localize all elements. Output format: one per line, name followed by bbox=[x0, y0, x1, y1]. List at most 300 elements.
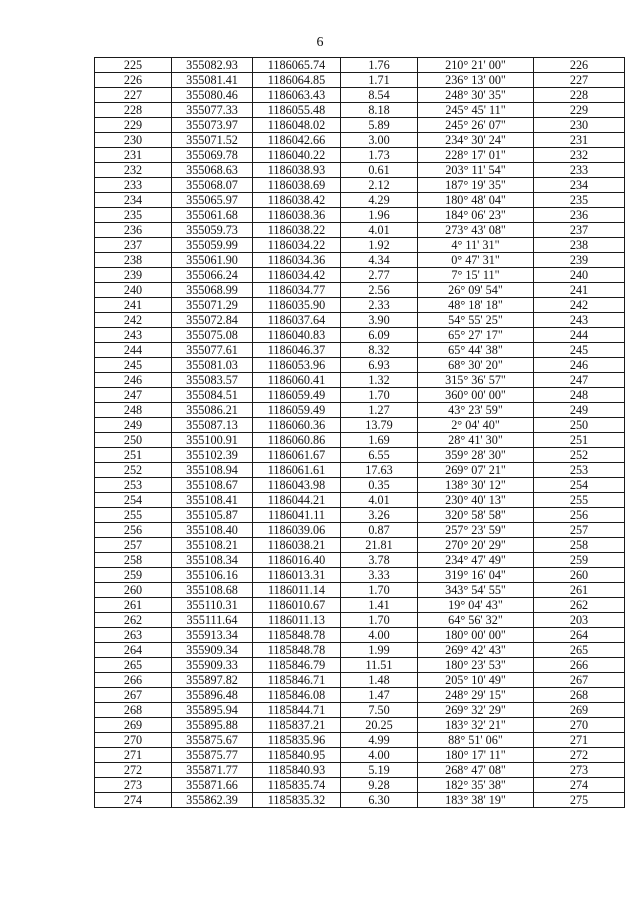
next-point-number-cell: 258 bbox=[534, 538, 625, 553]
table-row bbox=[95, 223, 625, 238]
y-coordinate-cell: 1185835.32 bbox=[253, 793, 341, 808]
point-number-cell: 225 bbox=[95, 58, 172, 73]
coordinates-table bbox=[94, 57, 625, 808]
distance-cell: 3.00 bbox=[341, 133, 418, 148]
table-row bbox=[95, 628, 625, 643]
distance-cell: 8.18 bbox=[341, 103, 418, 118]
x-coordinate-cell: 355081.03 bbox=[172, 358, 253, 373]
distance-cell: 4.00 bbox=[341, 748, 418, 763]
next-point-number-cell: 257 bbox=[534, 523, 625, 538]
y-coordinate-cell: 1186013.31 bbox=[253, 568, 341, 583]
point-number-cell: 227 bbox=[95, 88, 172, 103]
y-coordinate-cell: 1186040.22 bbox=[253, 148, 341, 163]
point-number-cell: 266 bbox=[95, 673, 172, 688]
distance-cell: 7.50 bbox=[341, 703, 418, 718]
distance-cell: 1.99 bbox=[341, 643, 418, 658]
table-row bbox=[95, 358, 625, 373]
y-coordinate-cell: 1186016.40 bbox=[253, 553, 341, 568]
next-point-number-cell: 227 bbox=[534, 73, 625, 88]
x-coordinate-cell: 355108.68 bbox=[172, 583, 253, 598]
next-point-number-cell: 269 bbox=[534, 703, 625, 718]
next-point-number-cell: 244 bbox=[534, 328, 625, 343]
distance-cell: 3.90 bbox=[341, 313, 418, 328]
point-number-cell: 247 bbox=[95, 388, 172, 403]
direction-angle-cell: 359° 28' 30" bbox=[418, 448, 534, 463]
table-row bbox=[95, 73, 625, 88]
x-coordinate-cell: 355108.41 bbox=[172, 493, 253, 508]
table-row bbox=[95, 238, 625, 253]
next-point-number-cell: 229 bbox=[534, 103, 625, 118]
distance-cell: 1.71 bbox=[341, 73, 418, 88]
table-row bbox=[95, 448, 625, 463]
next-point-number-cell: 274 bbox=[534, 778, 625, 793]
y-coordinate-cell: 1186010.67 bbox=[253, 598, 341, 613]
direction-angle-cell: 234° 30' 24" bbox=[418, 133, 534, 148]
table-row bbox=[95, 643, 625, 658]
direction-angle-cell: 269° 07' 21" bbox=[418, 463, 534, 478]
direction-angle-cell: 180° 17' 11" bbox=[418, 748, 534, 763]
x-coordinate-cell: 355897.82 bbox=[172, 673, 253, 688]
next-point-number-cell: 242 bbox=[534, 298, 625, 313]
x-coordinate-cell: 355072.84 bbox=[172, 313, 253, 328]
y-coordinate-cell: 1185848.78 bbox=[253, 628, 341, 643]
point-number-cell: 245 bbox=[95, 358, 172, 373]
x-coordinate-cell: 355909.33 bbox=[172, 658, 253, 673]
direction-angle-cell: 26° 09' 54" bbox=[418, 283, 534, 298]
table-row bbox=[95, 58, 625, 73]
distance-cell: 1.47 bbox=[341, 688, 418, 703]
x-coordinate-cell: 355061.68 bbox=[172, 208, 253, 223]
table-row bbox=[95, 148, 625, 163]
point-number-cell: 242 bbox=[95, 313, 172, 328]
distance-cell: 1.70 bbox=[341, 583, 418, 598]
next-point-number-cell: 240 bbox=[534, 268, 625, 283]
point-number-cell: 229 bbox=[95, 118, 172, 133]
distance-cell: 6.30 bbox=[341, 793, 418, 808]
distance-cell: 4.01 bbox=[341, 223, 418, 238]
table-row bbox=[95, 298, 625, 313]
table-row bbox=[95, 163, 625, 178]
next-point-number-cell: 231 bbox=[534, 133, 625, 148]
next-point-number-cell: 241 bbox=[534, 283, 625, 298]
x-coordinate-cell: 355100.91 bbox=[172, 433, 253, 448]
x-coordinate-cell: 355102.39 bbox=[172, 448, 253, 463]
x-coordinate-cell: 355871.77 bbox=[172, 763, 253, 778]
distance-cell: 1.48 bbox=[341, 673, 418, 688]
table-row bbox=[95, 748, 625, 763]
direction-angle-cell: 319° 16' 04" bbox=[418, 568, 534, 583]
table-row bbox=[95, 208, 625, 223]
point-number-cell: 267 bbox=[95, 688, 172, 703]
direction-angle-cell: 48° 18' 18" bbox=[418, 298, 534, 313]
table-row bbox=[95, 493, 625, 508]
x-coordinate-cell: 355061.90 bbox=[172, 253, 253, 268]
y-coordinate-cell: 1186048.02 bbox=[253, 118, 341, 133]
point-number-cell: 249 bbox=[95, 418, 172, 433]
next-point-number-cell: 262 bbox=[534, 598, 625, 613]
direction-angle-cell: 269° 32' 29" bbox=[418, 703, 534, 718]
y-coordinate-cell: 1186035.90 bbox=[253, 298, 341, 313]
point-number-cell: 252 bbox=[95, 463, 172, 478]
y-coordinate-cell: 1186053.96 bbox=[253, 358, 341, 373]
y-coordinate-cell: 1186060.36 bbox=[253, 418, 341, 433]
next-point-number-cell: 273 bbox=[534, 763, 625, 778]
table-row bbox=[95, 538, 625, 553]
y-coordinate-cell: 1186038.36 bbox=[253, 208, 341, 223]
table-row bbox=[95, 133, 625, 148]
x-coordinate-cell: 355875.67 bbox=[172, 733, 253, 748]
distance-cell: 11.51 bbox=[341, 658, 418, 673]
x-coordinate-cell: 355895.88 bbox=[172, 718, 253, 733]
direction-angle-cell: 19° 04' 43" bbox=[418, 598, 534, 613]
y-coordinate-cell: 1185840.95 bbox=[253, 748, 341, 763]
point-number-cell: 258 bbox=[95, 553, 172, 568]
direction-angle-cell: 343° 54' 55" bbox=[418, 583, 534, 598]
y-coordinate-cell: 1185837.21 bbox=[253, 718, 341, 733]
point-number-cell: 244 bbox=[95, 343, 172, 358]
y-coordinate-cell: 1186038.21 bbox=[253, 538, 341, 553]
page-number: 6 bbox=[316, 35, 324, 50]
distance-cell: 4.01 bbox=[341, 493, 418, 508]
y-coordinate-cell: 1186060.41 bbox=[253, 373, 341, 388]
table-row bbox=[95, 763, 625, 778]
table-row bbox=[95, 583, 625, 598]
distance-cell: 1.70 bbox=[341, 613, 418, 628]
y-coordinate-cell: 1185846.08 bbox=[253, 688, 341, 703]
point-number-cell: 271 bbox=[95, 748, 172, 763]
direction-angle-cell: 138° 30' 12" bbox=[418, 478, 534, 493]
distance-cell: 6.93 bbox=[341, 358, 418, 373]
table-row bbox=[95, 343, 625, 358]
next-point-number-cell: 275 bbox=[534, 793, 625, 808]
y-coordinate-cell: 1186034.36 bbox=[253, 253, 341, 268]
direction-angle-cell: 245° 45' 11" bbox=[418, 103, 534, 118]
direction-angle-cell: 230° 40' 13" bbox=[418, 493, 534, 508]
next-point-number-cell: 261 bbox=[534, 583, 625, 598]
x-coordinate-cell: 355084.51 bbox=[172, 388, 253, 403]
point-number-cell: 235 bbox=[95, 208, 172, 223]
table-row bbox=[95, 778, 625, 793]
table-row bbox=[95, 403, 625, 418]
direction-angle-cell: 203° 11' 54" bbox=[418, 163, 534, 178]
x-coordinate-cell: 355065.97 bbox=[172, 193, 253, 208]
table-row bbox=[95, 418, 625, 433]
direction-angle-cell: 236° 13' 00" bbox=[418, 73, 534, 88]
direction-angle-cell: 54° 55' 25" bbox=[418, 313, 534, 328]
x-coordinate-cell: 355059.73 bbox=[172, 223, 253, 238]
table-row bbox=[95, 793, 625, 808]
table-row bbox=[95, 88, 625, 103]
direction-angle-cell: 182° 35' 38" bbox=[418, 778, 534, 793]
point-number-cell: 233 bbox=[95, 178, 172, 193]
x-coordinate-cell: 355087.13 bbox=[172, 418, 253, 433]
distance-cell: 2.12 bbox=[341, 178, 418, 193]
direction-angle-cell: 4° 11' 31" bbox=[418, 238, 534, 253]
direction-angle-cell: 270° 20' 29" bbox=[418, 538, 534, 553]
next-point-number-cell: 246 bbox=[534, 358, 625, 373]
next-point-number-cell: 252 bbox=[534, 448, 625, 463]
direction-angle-cell: 187° 19' 35" bbox=[418, 178, 534, 193]
next-point-number-cell: 271 bbox=[534, 733, 625, 748]
distance-cell: 1.32 bbox=[341, 373, 418, 388]
table-row bbox=[95, 103, 625, 118]
point-number-cell: 264 bbox=[95, 643, 172, 658]
next-point-number-cell: 256 bbox=[534, 508, 625, 523]
y-coordinate-cell: 1186042.66 bbox=[253, 133, 341, 148]
point-number-cell: 253 bbox=[95, 478, 172, 493]
table-row bbox=[95, 388, 625, 403]
distance-cell: 3.78 bbox=[341, 553, 418, 568]
next-point-number-cell: 228 bbox=[534, 88, 625, 103]
point-number-cell: 234 bbox=[95, 193, 172, 208]
table-row bbox=[95, 328, 625, 343]
direction-angle-cell: 7° 15' 11" bbox=[418, 268, 534, 283]
point-number-cell: 270 bbox=[95, 733, 172, 748]
next-point-number-cell: 266 bbox=[534, 658, 625, 673]
y-coordinate-cell: 1186011.14 bbox=[253, 583, 341, 598]
next-point-number-cell: 245 bbox=[534, 343, 625, 358]
y-coordinate-cell: 1186063.43 bbox=[253, 88, 341, 103]
next-point-number-cell: 265 bbox=[534, 643, 625, 658]
y-coordinate-cell: 1186034.22 bbox=[253, 238, 341, 253]
point-number-cell: 259 bbox=[95, 568, 172, 583]
point-number-cell: 262 bbox=[95, 613, 172, 628]
table-row bbox=[95, 568, 625, 583]
point-number-cell: 257 bbox=[95, 538, 172, 553]
direction-angle-cell: 180° 23' 53" bbox=[418, 658, 534, 673]
distance-cell: 1.76 bbox=[341, 58, 418, 73]
distance-cell: 4.29 bbox=[341, 193, 418, 208]
distance-cell: 8.32 bbox=[341, 343, 418, 358]
distance-cell: 1.69 bbox=[341, 433, 418, 448]
distance-cell: 1.96 bbox=[341, 208, 418, 223]
point-number-cell: 260 bbox=[95, 583, 172, 598]
next-point-number-cell: 238 bbox=[534, 238, 625, 253]
y-coordinate-cell: 1186034.77 bbox=[253, 283, 341, 298]
x-coordinate-cell: 355108.67 bbox=[172, 478, 253, 493]
point-number-cell: 269 bbox=[95, 718, 172, 733]
table-row bbox=[95, 613, 625, 628]
y-coordinate-cell: 1186065.74 bbox=[253, 58, 341, 73]
point-number-cell: 241 bbox=[95, 298, 172, 313]
point-number-cell: 250 bbox=[95, 433, 172, 448]
x-coordinate-cell: 355071.29 bbox=[172, 298, 253, 313]
x-coordinate-cell: 355081.41 bbox=[172, 73, 253, 88]
y-coordinate-cell: 1185848.78 bbox=[253, 643, 341, 658]
x-coordinate-cell: 355086.21 bbox=[172, 403, 253, 418]
next-point-number-cell: 230 bbox=[534, 118, 625, 133]
distance-cell: 5.89 bbox=[341, 118, 418, 133]
direction-angle-cell: 65° 27' 17" bbox=[418, 328, 534, 343]
y-coordinate-cell: 1186043.98 bbox=[253, 478, 341, 493]
distance-cell: 6.55 bbox=[341, 448, 418, 463]
x-coordinate-cell: 355082.93 bbox=[172, 58, 253, 73]
distance-cell: 6.09 bbox=[341, 328, 418, 343]
distance-cell: 20.25 bbox=[341, 718, 418, 733]
point-number-cell: 254 bbox=[95, 493, 172, 508]
table-row bbox=[95, 553, 625, 568]
direction-angle-cell: 268° 47' 08" bbox=[418, 763, 534, 778]
next-point-number-cell: 250 bbox=[534, 418, 625, 433]
point-number-cell: 268 bbox=[95, 703, 172, 718]
distance-cell: 9.28 bbox=[341, 778, 418, 793]
x-coordinate-cell: 355895.94 bbox=[172, 703, 253, 718]
x-coordinate-cell: 355077.33 bbox=[172, 103, 253, 118]
distance-cell: 1.70 bbox=[341, 388, 418, 403]
distance-cell: 4.99 bbox=[341, 733, 418, 748]
next-point-number-cell: 264 bbox=[534, 628, 625, 643]
x-coordinate-cell: 355862.39 bbox=[172, 793, 253, 808]
point-number-cell: 238 bbox=[95, 253, 172, 268]
table-row bbox=[95, 433, 625, 448]
x-coordinate-cell: 355871.66 bbox=[172, 778, 253, 793]
distance-cell: 21.81 bbox=[341, 538, 418, 553]
direction-angle-cell: 360° 00' 00" bbox=[418, 388, 534, 403]
y-coordinate-cell: 1186046.37 bbox=[253, 343, 341, 358]
y-coordinate-cell: 1186059.49 bbox=[253, 403, 341, 418]
distance-cell: 2.77 bbox=[341, 268, 418, 283]
x-coordinate-cell: 355069.78 bbox=[172, 148, 253, 163]
next-point-number-cell: 243 bbox=[534, 313, 625, 328]
y-coordinate-cell: 1186061.67 bbox=[253, 448, 341, 463]
x-coordinate-cell: 355077.61 bbox=[172, 343, 253, 358]
x-coordinate-cell: 355108.94 bbox=[172, 463, 253, 478]
direction-angle-cell: 68° 30' 20" bbox=[418, 358, 534, 373]
next-point-number-cell: 235 bbox=[534, 193, 625, 208]
point-number-cell: 261 bbox=[95, 598, 172, 613]
x-coordinate-cell: 355108.34 bbox=[172, 553, 253, 568]
y-coordinate-cell: 1186038.22 bbox=[253, 223, 341, 238]
x-coordinate-cell: 355075.08 bbox=[172, 328, 253, 343]
x-coordinate-cell: 355896.48 bbox=[172, 688, 253, 703]
y-coordinate-cell: 1186039.06 bbox=[253, 523, 341, 538]
direction-angle-cell: 315° 36' 57" bbox=[418, 373, 534, 388]
next-point-number-cell: 268 bbox=[534, 688, 625, 703]
y-coordinate-cell: 1185840.93 bbox=[253, 763, 341, 778]
x-coordinate-cell: 355073.97 bbox=[172, 118, 253, 133]
next-point-number-cell: 253 bbox=[534, 463, 625, 478]
point-number-cell: 230 bbox=[95, 133, 172, 148]
distance-cell: 3.26 bbox=[341, 508, 418, 523]
direction-angle-cell: 210° 21' 00" bbox=[418, 58, 534, 73]
next-point-number-cell: 272 bbox=[534, 748, 625, 763]
direction-angle-cell: 64° 56' 32" bbox=[418, 613, 534, 628]
x-coordinate-cell: 355080.46 bbox=[172, 88, 253, 103]
y-coordinate-cell: 1185846.79 bbox=[253, 658, 341, 673]
y-coordinate-cell: 1186055.48 bbox=[253, 103, 341, 118]
point-number-cell: 265 bbox=[95, 658, 172, 673]
distance-cell: 5.19 bbox=[341, 763, 418, 778]
direction-angle-cell: 180° 00' 00" bbox=[418, 628, 534, 643]
y-coordinate-cell: 1186064.85 bbox=[253, 73, 341, 88]
x-coordinate-cell: 355108.21 bbox=[172, 538, 253, 553]
next-point-number-cell: 203 bbox=[534, 613, 625, 628]
point-number-cell: 239 bbox=[95, 268, 172, 283]
y-coordinate-cell: 1186041.11 bbox=[253, 508, 341, 523]
point-number-cell: 240 bbox=[95, 283, 172, 298]
next-point-number-cell: 247 bbox=[534, 373, 625, 388]
point-number-cell: 231 bbox=[95, 148, 172, 163]
table-row bbox=[95, 733, 625, 748]
point-number-cell: 232 bbox=[95, 163, 172, 178]
table-row bbox=[95, 253, 625, 268]
next-point-number-cell: 249 bbox=[534, 403, 625, 418]
next-point-number-cell: 236 bbox=[534, 208, 625, 223]
next-point-number-cell: 255 bbox=[534, 493, 625, 508]
y-coordinate-cell: 1186060.86 bbox=[253, 433, 341, 448]
next-point-number-cell: 260 bbox=[534, 568, 625, 583]
direction-angle-cell: 205° 10' 49" bbox=[418, 673, 534, 688]
direction-angle-cell: 88° 51' 06" bbox=[418, 733, 534, 748]
y-coordinate-cell: 1186040.83 bbox=[253, 328, 341, 343]
table-row bbox=[95, 118, 625, 133]
x-coordinate-cell: 355909.34 bbox=[172, 643, 253, 658]
y-coordinate-cell: 1185846.71 bbox=[253, 673, 341, 688]
y-coordinate-cell: 1186011.13 bbox=[253, 613, 341, 628]
next-point-number-cell: 233 bbox=[534, 163, 625, 178]
point-number-cell: 248 bbox=[95, 403, 172, 418]
point-number-cell: 246 bbox=[95, 373, 172, 388]
direction-angle-cell: 184° 06' 23" bbox=[418, 208, 534, 223]
table-row bbox=[95, 478, 625, 493]
x-coordinate-cell: 355071.52 bbox=[172, 133, 253, 148]
direction-angle-cell: 65° 44' 38" bbox=[418, 343, 534, 358]
point-number-cell: 256 bbox=[95, 523, 172, 538]
table-row bbox=[95, 673, 625, 688]
direction-angle-cell: 0° 47' 31" bbox=[418, 253, 534, 268]
y-coordinate-cell: 1186034.42 bbox=[253, 268, 341, 283]
x-coordinate-cell: 355106.16 bbox=[172, 568, 253, 583]
distance-cell: 0.87 bbox=[341, 523, 418, 538]
direction-angle-cell: 234° 47' 49" bbox=[418, 553, 534, 568]
table-row bbox=[95, 508, 625, 523]
table-row bbox=[95, 373, 625, 388]
point-number-cell: 226 bbox=[95, 73, 172, 88]
distance-cell: 13.79 bbox=[341, 418, 418, 433]
y-coordinate-cell: 1186038.69 bbox=[253, 178, 341, 193]
point-number-cell: 263 bbox=[95, 628, 172, 643]
direction-angle-cell: 2° 04' 40" bbox=[418, 418, 534, 433]
table-row bbox=[95, 523, 625, 538]
distance-cell: 0.35 bbox=[341, 478, 418, 493]
x-coordinate-cell: 355108.40 bbox=[172, 523, 253, 538]
distance-cell: 0.61 bbox=[341, 163, 418, 178]
next-point-number-cell: 237 bbox=[534, 223, 625, 238]
next-point-number-cell: 234 bbox=[534, 178, 625, 193]
y-coordinate-cell: 1186059.49 bbox=[253, 388, 341, 403]
direction-angle-cell: 43° 23' 59" bbox=[418, 403, 534, 418]
direction-angle-cell: 248° 30' 35" bbox=[418, 88, 534, 103]
table-row bbox=[95, 313, 625, 328]
x-coordinate-cell: 355875.77 bbox=[172, 748, 253, 763]
direction-angle-cell: 269° 42' 43" bbox=[418, 643, 534, 658]
next-point-number-cell: 267 bbox=[534, 673, 625, 688]
distance-cell: 1.27 bbox=[341, 403, 418, 418]
next-point-number-cell: 248 bbox=[534, 388, 625, 403]
x-coordinate-cell: 355110.31 bbox=[172, 598, 253, 613]
point-number-cell: 273 bbox=[95, 778, 172, 793]
point-number-cell: 255 bbox=[95, 508, 172, 523]
point-number-cell: 243 bbox=[95, 328, 172, 343]
y-coordinate-cell: 1186038.42 bbox=[253, 193, 341, 208]
next-point-number-cell: 232 bbox=[534, 148, 625, 163]
next-point-number-cell: 226 bbox=[534, 58, 625, 73]
table-row bbox=[95, 718, 625, 733]
x-coordinate-cell: 355068.63 bbox=[172, 163, 253, 178]
y-coordinate-cell: 1185835.74 bbox=[253, 778, 341, 793]
direction-angle-cell: 28° 41' 30" bbox=[418, 433, 534, 448]
direction-angle-cell: 183° 32' 21" bbox=[418, 718, 534, 733]
